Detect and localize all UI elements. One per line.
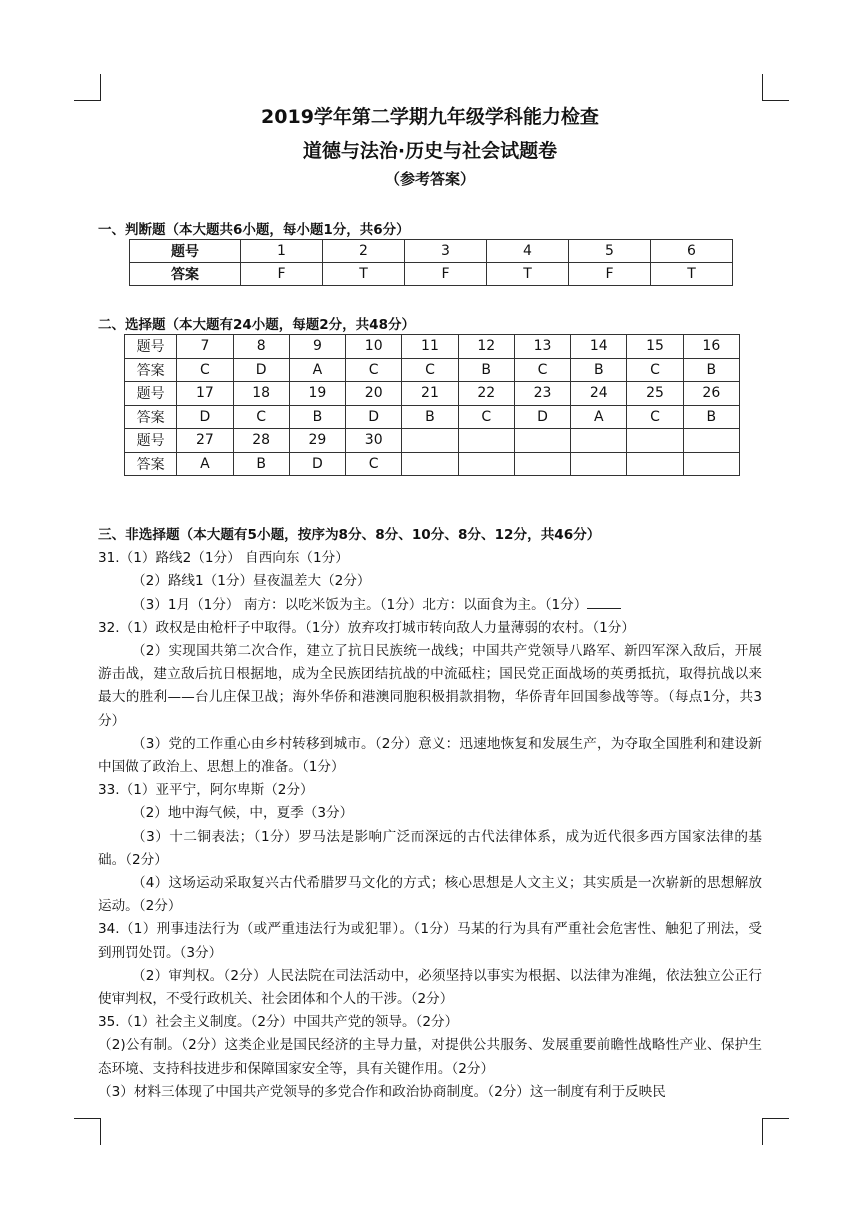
answer-line (98, 594, 762, 617)
answer-cell: D (177, 405, 233, 429)
answer-line (98, 1011, 762, 1034)
answer-cell: B (458, 358, 514, 382)
answer-text: （3）党的工作重心由乡村转移到城市。（2分）意义：迅速地恢复和发展生产，为夺取全国胜利和建设新中国做了政治上、思想上的准备。（1分） (98, 735, 762, 776)
answer-cell: C (177, 358, 233, 382)
answer-cell: D (346, 405, 402, 429)
table-row (125, 452, 740, 476)
answer-cell: A (571, 405, 627, 429)
answer-line (98, 733, 762, 779)
answer-cell: F (569, 263, 651, 286)
question-number (402, 429, 458, 453)
answer-text: （2）路线1（1分）昼夜温差大（2分） (132, 573, 371, 590)
crop-mark-bottom-left (74, 1118, 101, 1145)
question-number: 23 (514, 382, 570, 406)
question-number: 11 (402, 335, 458, 359)
answer-cell (627, 452, 683, 476)
section3-heading: 三、非选择题（本大题有5小题，按序为8分、8分、10分、8分、12分，共46分） (98, 527, 601, 543)
answer-cell (683, 452, 739, 476)
question-number: 3 (405, 240, 487, 263)
answer-cell: F (241, 263, 323, 286)
answer-line (98, 570, 762, 593)
crop-mark-top-right (762, 74, 789, 101)
table-row (125, 358, 740, 382)
answer-cell: A (177, 452, 233, 476)
answer-text: 31.（1）路线2（1分） 自西向东（1分） (98, 550, 349, 567)
table-row (130, 263, 733, 286)
answer-line (98, 1034, 762, 1080)
row-label-answer: 答案 (125, 452, 177, 476)
question-number: 27 (177, 429, 233, 453)
answer-text: 33.（1）亚平宁，阿尔卑斯（2分） (98, 782, 314, 799)
answer-cell: C (627, 358, 683, 382)
question-number: 30 (346, 429, 402, 453)
answer-cell: B (683, 358, 739, 382)
question-number (627, 429, 683, 453)
answer-line (98, 779, 762, 802)
table-row (125, 405, 740, 429)
answer-cell: C (402, 358, 458, 382)
answer-cell: C (458, 405, 514, 429)
answer-text: 32.（1）政权是由枪杆子中取得。（1分）放弃攻打城市转向敌人力量薄弱的农村。（1分） (98, 619, 635, 636)
question-number: 2 (323, 240, 405, 263)
exam-title: 2019学年第二学期九年级学科能力检查 (261, 106, 599, 128)
question-number: 13 (514, 335, 570, 359)
answer-text: （4）这场运动采取复兴古代希腊罗马文化的方式；核心思想是人文主义；其实质是一次崭新的思想解放运动。（2分） (98, 875, 762, 915)
answer-text: （3）1月（1分） 南方：以吃米饭为主。（1分）北方：以面食为主。（1分） (132, 596, 588, 613)
question-number: 19 (289, 382, 345, 406)
section3-body (98, 524, 762, 1104)
question-number (514, 429, 570, 453)
row-label-question: 题号 (125, 382, 177, 406)
choice-answer-table (124, 334, 740, 476)
table-row (125, 382, 740, 406)
answer-cell: D (233, 358, 289, 382)
answer-cell: A (289, 358, 345, 382)
answer-cell (402, 452, 458, 476)
question-number: 24 (571, 382, 627, 406)
question-number: 12 (458, 335, 514, 359)
answer-cell: B (402, 405, 458, 429)
question-number: 21 (402, 382, 458, 406)
answer-line (98, 965, 762, 1011)
answer-line (98, 802, 762, 825)
answer-line (98, 547, 762, 570)
answer-line (98, 640, 762, 733)
question-number (458, 429, 514, 453)
question-number: 7 (177, 335, 233, 359)
row-label-answer: 答案 (125, 405, 177, 429)
question-number: 16 (683, 335, 739, 359)
question-number: 10 (346, 335, 402, 359)
answer-key-label: （参考答案） (384, 170, 475, 188)
answer-cell: T (323, 263, 405, 286)
question-number: 4 (487, 240, 569, 263)
answer-text: （2)公有制。（2分）这类企业是国民经济的主导力量，对提供公共服务、发展重要前瞻性战略性产业、保护生态环境、支持科技进步和保障国家安全等，具有关键作用。（2分） (98, 1037, 762, 1077)
answer-cell: C (346, 358, 402, 382)
question-number: 15 (627, 335, 683, 359)
answer-line (98, 617, 762, 640)
answer-cell: D (289, 452, 345, 476)
answer-text: （3）材料三体现了中国共产党领导的多党合作和政治协商制度。（2分）这一制度有利于反映民 (98, 1083, 666, 1100)
answer-text: 34.（1）刑事违法行为（或严重违法行为或犯罪）。（1分）马某的行为具有严重社会危害性、触犯了刑法，受到刑罚处罚。（3分） (98, 921, 762, 961)
question-number: 9 (289, 335, 345, 359)
answer-line (98, 826, 762, 872)
answer-cell: T (651, 263, 733, 286)
question-number: 1 (241, 240, 323, 263)
answer-line (98, 872, 762, 918)
question-number: 28 (233, 429, 289, 453)
row-label-answer: 答案 (130, 263, 241, 286)
question-number: 22 (458, 382, 514, 406)
answer-cell (514, 452, 570, 476)
question-number: 29 (289, 429, 345, 453)
question-number: 26 (683, 382, 739, 406)
blank-underline (587, 594, 621, 609)
question-number: 17 (177, 382, 233, 406)
crop-mark-bottom-right (762, 1118, 789, 1145)
answer-text: 35.（1）社会主义制度。（2分）中国共产党的领导。（2分） (98, 1014, 459, 1031)
table-row (130, 240, 733, 263)
row-label-question: 题号 (130, 240, 241, 263)
answer-cell: C (233, 405, 289, 429)
row-label-question: 题号 (125, 429, 177, 453)
answer-cell: B (233, 452, 289, 476)
question-number (571, 429, 627, 453)
crop-mark-top-left (74, 74, 101, 101)
question-number: 5 (569, 240, 651, 263)
question-number (683, 429, 739, 453)
answer-cell: C (346, 452, 402, 476)
answer-text: （2）审判权。（2分）人民法院在司法活动中，必须坚持以事实为根据、以法律为准绳，依法独立公正行使审判权，不受行政机关、社会团体和个人的干涉。（2分） (98, 967, 762, 1008)
question-number: 18 (233, 382, 289, 406)
question-number: 25 (627, 382, 683, 406)
answer-cell: D (514, 405, 570, 429)
answer-cell: C (514, 358, 570, 382)
question-number: 8 (233, 335, 289, 359)
section2-heading: 二、选择题（本大题有24小题，每题2分，共48分） (98, 317, 415, 333)
section1-heading: 一、判断题（本大题共6小题，每小题1分，共6分） (98, 222, 410, 238)
answer-text: （2）地中海气候，中，夏季（3分） (132, 805, 354, 822)
answer-line (98, 918, 762, 964)
table-row (125, 335, 740, 359)
answer-cell (458, 452, 514, 476)
question-number: 6 (651, 240, 733, 263)
judge-answer-table (129, 239, 733, 286)
answer-text: （3）十二铜表法；（1分）罗马法是影响广泛而深远的古代法律体系，成为近代很多西方国家法律的基础。（2分） (98, 828, 762, 868)
answer-text: （2）实现国共第二次合作，建立了抗日民族统一战线；中国共产党领导八路军、新四军深入敌后，开展游击战，建立敌后抗日根据地，成为全民族团结抗战的中流砥柱；国民党正面战场的英勇抵抗，取得抗战以来最大的胜利——台儿庄保卫战；海外华侨和港澳同胞积极捐款捐物，华侨青年回国参战等等。（每点1分，共3分） (98, 643, 762, 729)
question-number: 14 (571, 335, 627, 359)
row-label-question: 题号 (125, 335, 177, 359)
answer-cell: B (571, 358, 627, 382)
question-number: 20 (346, 382, 402, 406)
row-label-answer: 答案 (125, 358, 177, 382)
answer-cell (571, 452, 627, 476)
answer-cell: B (289, 405, 345, 429)
exam-subtitle: 道德与法治·历史与社会试题卷 (302, 140, 558, 162)
answer-line (98, 1081, 762, 1104)
answer-cell: F (405, 263, 487, 286)
answer-cell: T (487, 263, 569, 286)
answer-cell: C (627, 405, 683, 429)
answer-cell: B (683, 405, 739, 429)
table-row (125, 429, 740, 453)
